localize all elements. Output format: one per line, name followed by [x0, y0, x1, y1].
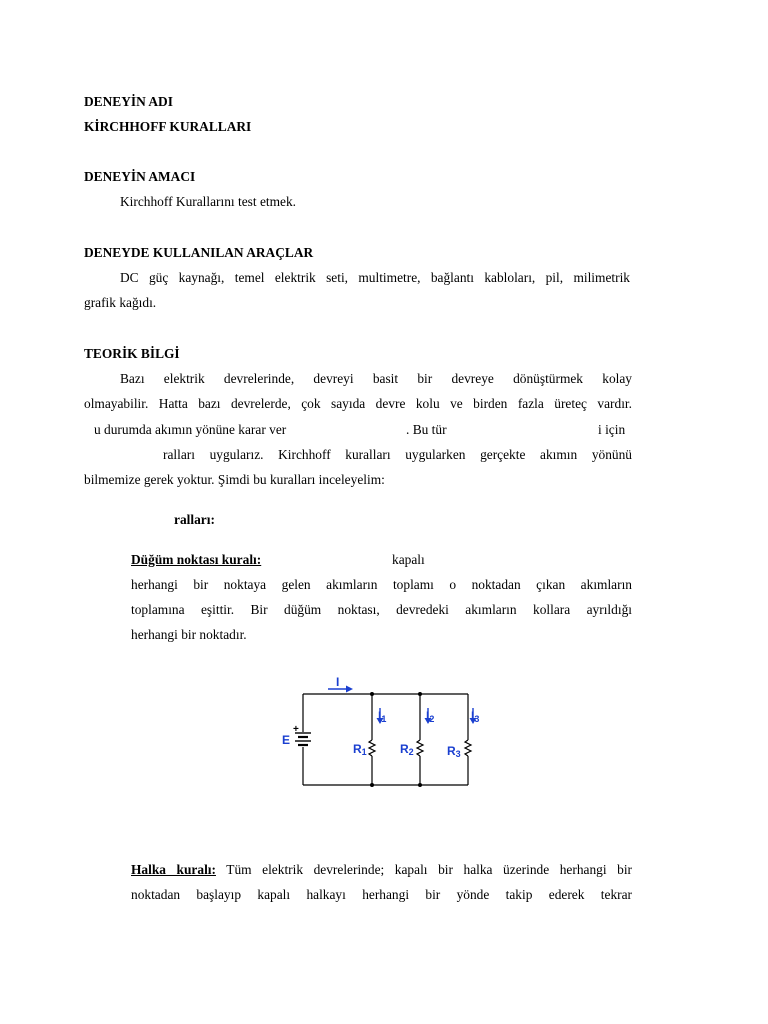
- experiment-title: KİRCHHOFF KURALLARI: [84, 119, 252, 134]
- theory-text-line4: ralları uygularız. Kirchhoff kuralları uygularken gerçekte akımın yönünü: [163, 447, 632, 462]
- parallel-circuit-diagram: [280, 672, 500, 797]
- node-rule-title: Düğüm noktası kuralı:: [131, 552, 262, 567]
- label-current-2: I2: [426, 709, 435, 724]
- section-heading-equipment: DENEYDE KULLANILAN ARAÇLAR: [84, 245, 314, 260]
- node-rule-line2: herhangi bir noktaya gelen akımların toplamı o noktadan çıkan akımların: [131, 577, 632, 592]
- node-top-1: [370, 692, 374, 696]
- theory-text-line5: bilmemize gerek yoktur. Şimdi bu kuralları inceleyelim:: [84, 472, 385, 487]
- node-rule-fragment: kapalı: [392, 552, 425, 567]
- theory-text-line3-part1: u durumda akımın yönüne karar ver: [94, 422, 287, 437]
- equipment-text-line1: DC güç kaynağı, temel elektrik seti, multimetre, bağlantı kabloları, pil, milimetrik: [120, 270, 630, 285]
- node-bottom-1: [370, 783, 374, 787]
- label-source-plus: +: [293, 724, 299, 735]
- rules-heading: ralları:: [174, 512, 215, 527]
- label-current-main: I: [336, 675, 340, 689]
- resistor-r2: [417, 740, 423, 756]
- label-source-e: E: [282, 733, 291, 747]
- loop-rule-line2: noktadan başlayıp kapalı halkayı herhangi bir yönde takip ederek tekrar: [131, 887, 632, 902]
- node-rule-line4: herhangi bir noktadır.: [131, 627, 247, 642]
- node-bottom-2: [418, 783, 422, 787]
- node-rule-line3: toplamına eşittir. Bir düğüm noktası, devredeki akımların kollara ayrıldığı: [131, 602, 632, 617]
- theory-text-line1: Bazı elektrik devrelerinde, devreyi basit bir devreye dönüştürmek kolay: [120, 371, 632, 386]
- loop-rule-line1: [131, 862, 632, 878]
- loop-rule-title: Halka kuralı:: [131, 862, 216, 877]
- resistor-r3: [465, 740, 471, 756]
- label-r3: R3: [447, 744, 461, 759]
- purpose-text: Kirchhoff Kurallarını test etmek.: [120, 194, 297, 209]
- theory-text-line3-part2: . Bu tür: [406, 422, 447, 437]
- loop-rule-text: Tüm elektrik devrelerinde; kapalı bir halka üzerinde herhangi bir: [226, 862, 632, 877]
- label-current-3: I3: [471, 709, 480, 724]
- label-r2: R2: [400, 742, 414, 757]
- main-current-arrow: [328, 686, 353, 693]
- circuit-wires: [303, 694, 471, 785]
- label-r1: R1: [353, 742, 367, 757]
- label-current-1: I1: [378, 709, 387, 724]
- section-heading-purpose: DENEYİN AMACI: [84, 169, 196, 184]
- equipment-text-line2: grafik kağıdı.: [84, 295, 157, 310]
- node-top-2: [418, 692, 422, 696]
- section-heading-theory: TEORİK BİLGİ: [84, 346, 180, 361]
- theory-text-line2: olmayabilir. Hatta bazı devrelerde, çok sayıda devre kolu ve birden fazla üreteç vardır.: [84, 396, 632, 411]
- resistor-r1: [369, 740, 375, 756]
- theory-text-line3-part3: i için: [598, 422, 626, 437]
- section-heading-experiment-name: DENEYİN ADI: [84, 94, 173, 109]
